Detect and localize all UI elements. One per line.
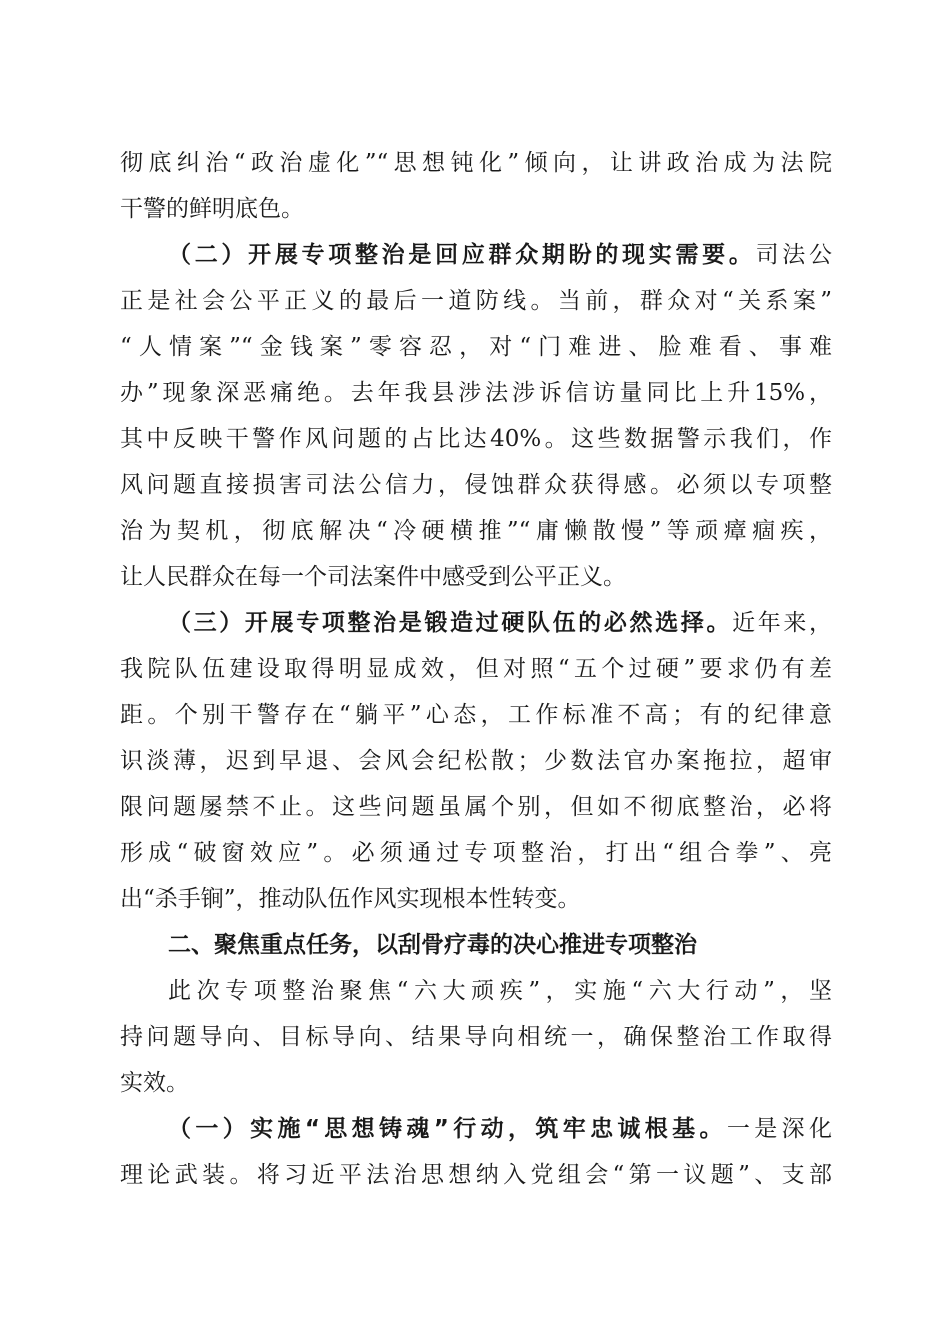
paragraph-3-first-line [168,603,832,643]
body-line: 理论武装。将习近平法治思想纳入党组会“第一议题”、支部 [120,1162,832,1188]
body-line: 限问题屡禁不止。这些问题虽属个别，但如不彻底整治，必将 [120,794,832,820]
paragraph-5-first-line [168,1109,832,1149]
body-line: 持问题导向、目标导向、结果导向相统一，确保整治工作取得 [120,1024,832,1050]
body-line: 识淡薄，迟到早退、会风会纪松散；少数法官办案拖拉，超审 [120,748,832,774]
body-line: 让人民群众在每一个司法案件中感受到公平正义。 [120,564,626,590]
body-line: 实效。 [120,1070,189,1096]
body-line: 其中反映干警作风问题的占比达40%。这些数据警示我们，作 [120,426,832,452]
body-line: 办”现象深恶痛绝。去年我县涉法涉诉信访量同比上升15%， [120,380,832,406]
body-line: 彻底纠治“政治虚化”“思想钝化”倾向，让讲政治成为法院 [120,150,832,176]
body-line: 我院队伍建设取得明显成效，但对照“五个过硬”要求仍有差 [120,656,832,682]
body-line: 此次专项整治聚焦“六大顽疾”，实施“六大行动”，坚 [168,978,832,1004]
paragraph-2-lead-text: 司法公 [755,242,832,268]
paragraph-5-lead-text: 一是深化 [726,1116,832,1142]
paragraph-2-first-line [168,235,832,275]
body-line: 治为契机，彻底解决“冷硬横推”“庸懒散慢”等顽瘴痼疾， [120,518,832,544]
section-heading: 二、聚焦重点任务，以刮骨疗毒的决心推进专项整治 [168,932,697,958]
body-line: 干警的鲜明底色。 [120,196,304,222]
paragraph-5-heading: （一）实施“思想铸魂”行动，筑牢忠诚根基。 [168,1116,727,1142]
body-line: 正是社会公平正义的最后一道防线。当前，群众对“关系案” [120,288,832,314]
body-line: 形成“破窗效应”。必须通过专项整治，打出“组合拳”、亮 [120,840,832,866]
paragraph-2-heading: （二）开展专项整治是回应群众期盼的现实需要。 [168,242,756,268]
paragraph-3-lead-text: 近年来， [732,610,832,636]
body-line: 距。个别干警存在“躺平”心态，工作标准不高；有的纪律意 [120,702,832,728]
body-line: 风问题直接损害司法公信力，侵蚀群众获得感。必须以专项整 [120,472,832,498]
body-line: 出“杀手锏”，推动队伍作风实现根本性转变。 [120,886,581,912]
paragraph-3-heading: （三）开展专项整治是锻造过硬队伍的必然选择。 [168,610,733,636]
body-line: “人情案”“金钱案”零容忍，对“门难进、脸难看、事难 [120,334,832,360]
